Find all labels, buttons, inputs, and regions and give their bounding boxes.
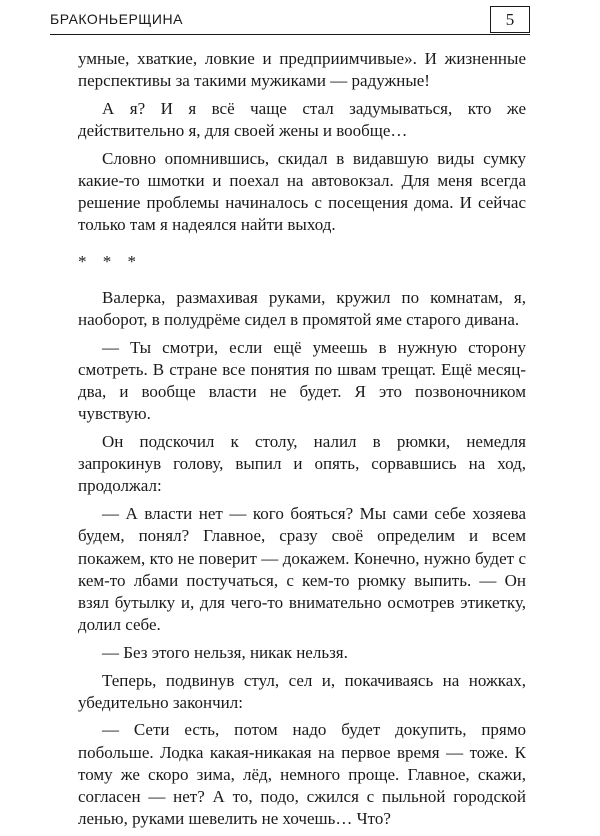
running-title: БРАКОНЬЕРЩИНА	[50, 11, 183, 27]
paragraph-7: — А власти нет — кого бояться? Мы сами себе хозяева будем, понял? Главное, сразу своё определим и всем покажем, кто не поверит — докажем. Конечно, нужно будет с кем-то лбами постучаться, с кем-то рюмку выпить. — Он взял бутылку и, для чего-то внимательно осмотрев этикетку, долил себе.	[78, 504, 526, 635]
page-header	[50, 6, 530, 35]
section-separator: * * *	[78, 251, 142, 271]
paragraph-5: — Ты смотри, если ещё умеешь в нужную сторону смотреть. В стране все понятия по швам трещат. Ещё месяц-два, и вообще власти не будет. Я это позвоночником чувствую.	[78, 337, 526, 424]
page-number-box: 5	[490, 6, 530, 33]
paragraph-3: Словно опомнившись, скидал в видавшую виды сумку какие-то шмотки и поехал на автовокзал. Для меня всегда решение проблемы начиналось с посещения дома. И сейчас только там я надеялся найти выход.	[78, 148, 526, 235]
paragraph-9: Теперь, подвинув стул, сел и, покачиваясь на ножках, убедительно закончил:	[78, 670, 526, 712]
paragraph-8: — Без этого нельзя, никак нельзя.	[102, 642, 348, 662]
paragraph-10: — Сети есть, потом надо будет докупить, прямо побольше. Лодка какая-никакая на первое время — тоже. К тому же скоро зима, лёд, немного проще. Главное, скажи, согласен — нет? А то, подо, сжился с пыльной городской ленью, руками шевелить не хочешь… Что?	[78, 720, 526, 829]
body-text	[78, 48, 526, 836]
paragraph-2: А я? И я всё чаще стал задумываться, кто же действительно я, для своей жены и вообще…	[78, 98, 526, 141]
paragraph-1: умные, хваткие, ловкие и предприимчивые». И жизненные перспективы за такими мужиками — радужные!	[78, 49, 526, 91]
paragraph-4: Валерка, размахивая руками, кружил по комнатам, я, наоборот, в полудрёме сидел в промятой яме старого дивана.	[78, 287, 526, 330]
paragraph-6: Он подскочил к столу, налил в рюмки, немедля запрокинув голову, выпил и опять, сорвавшись на ход, продолжал:	[78, 432, 526, 496]
